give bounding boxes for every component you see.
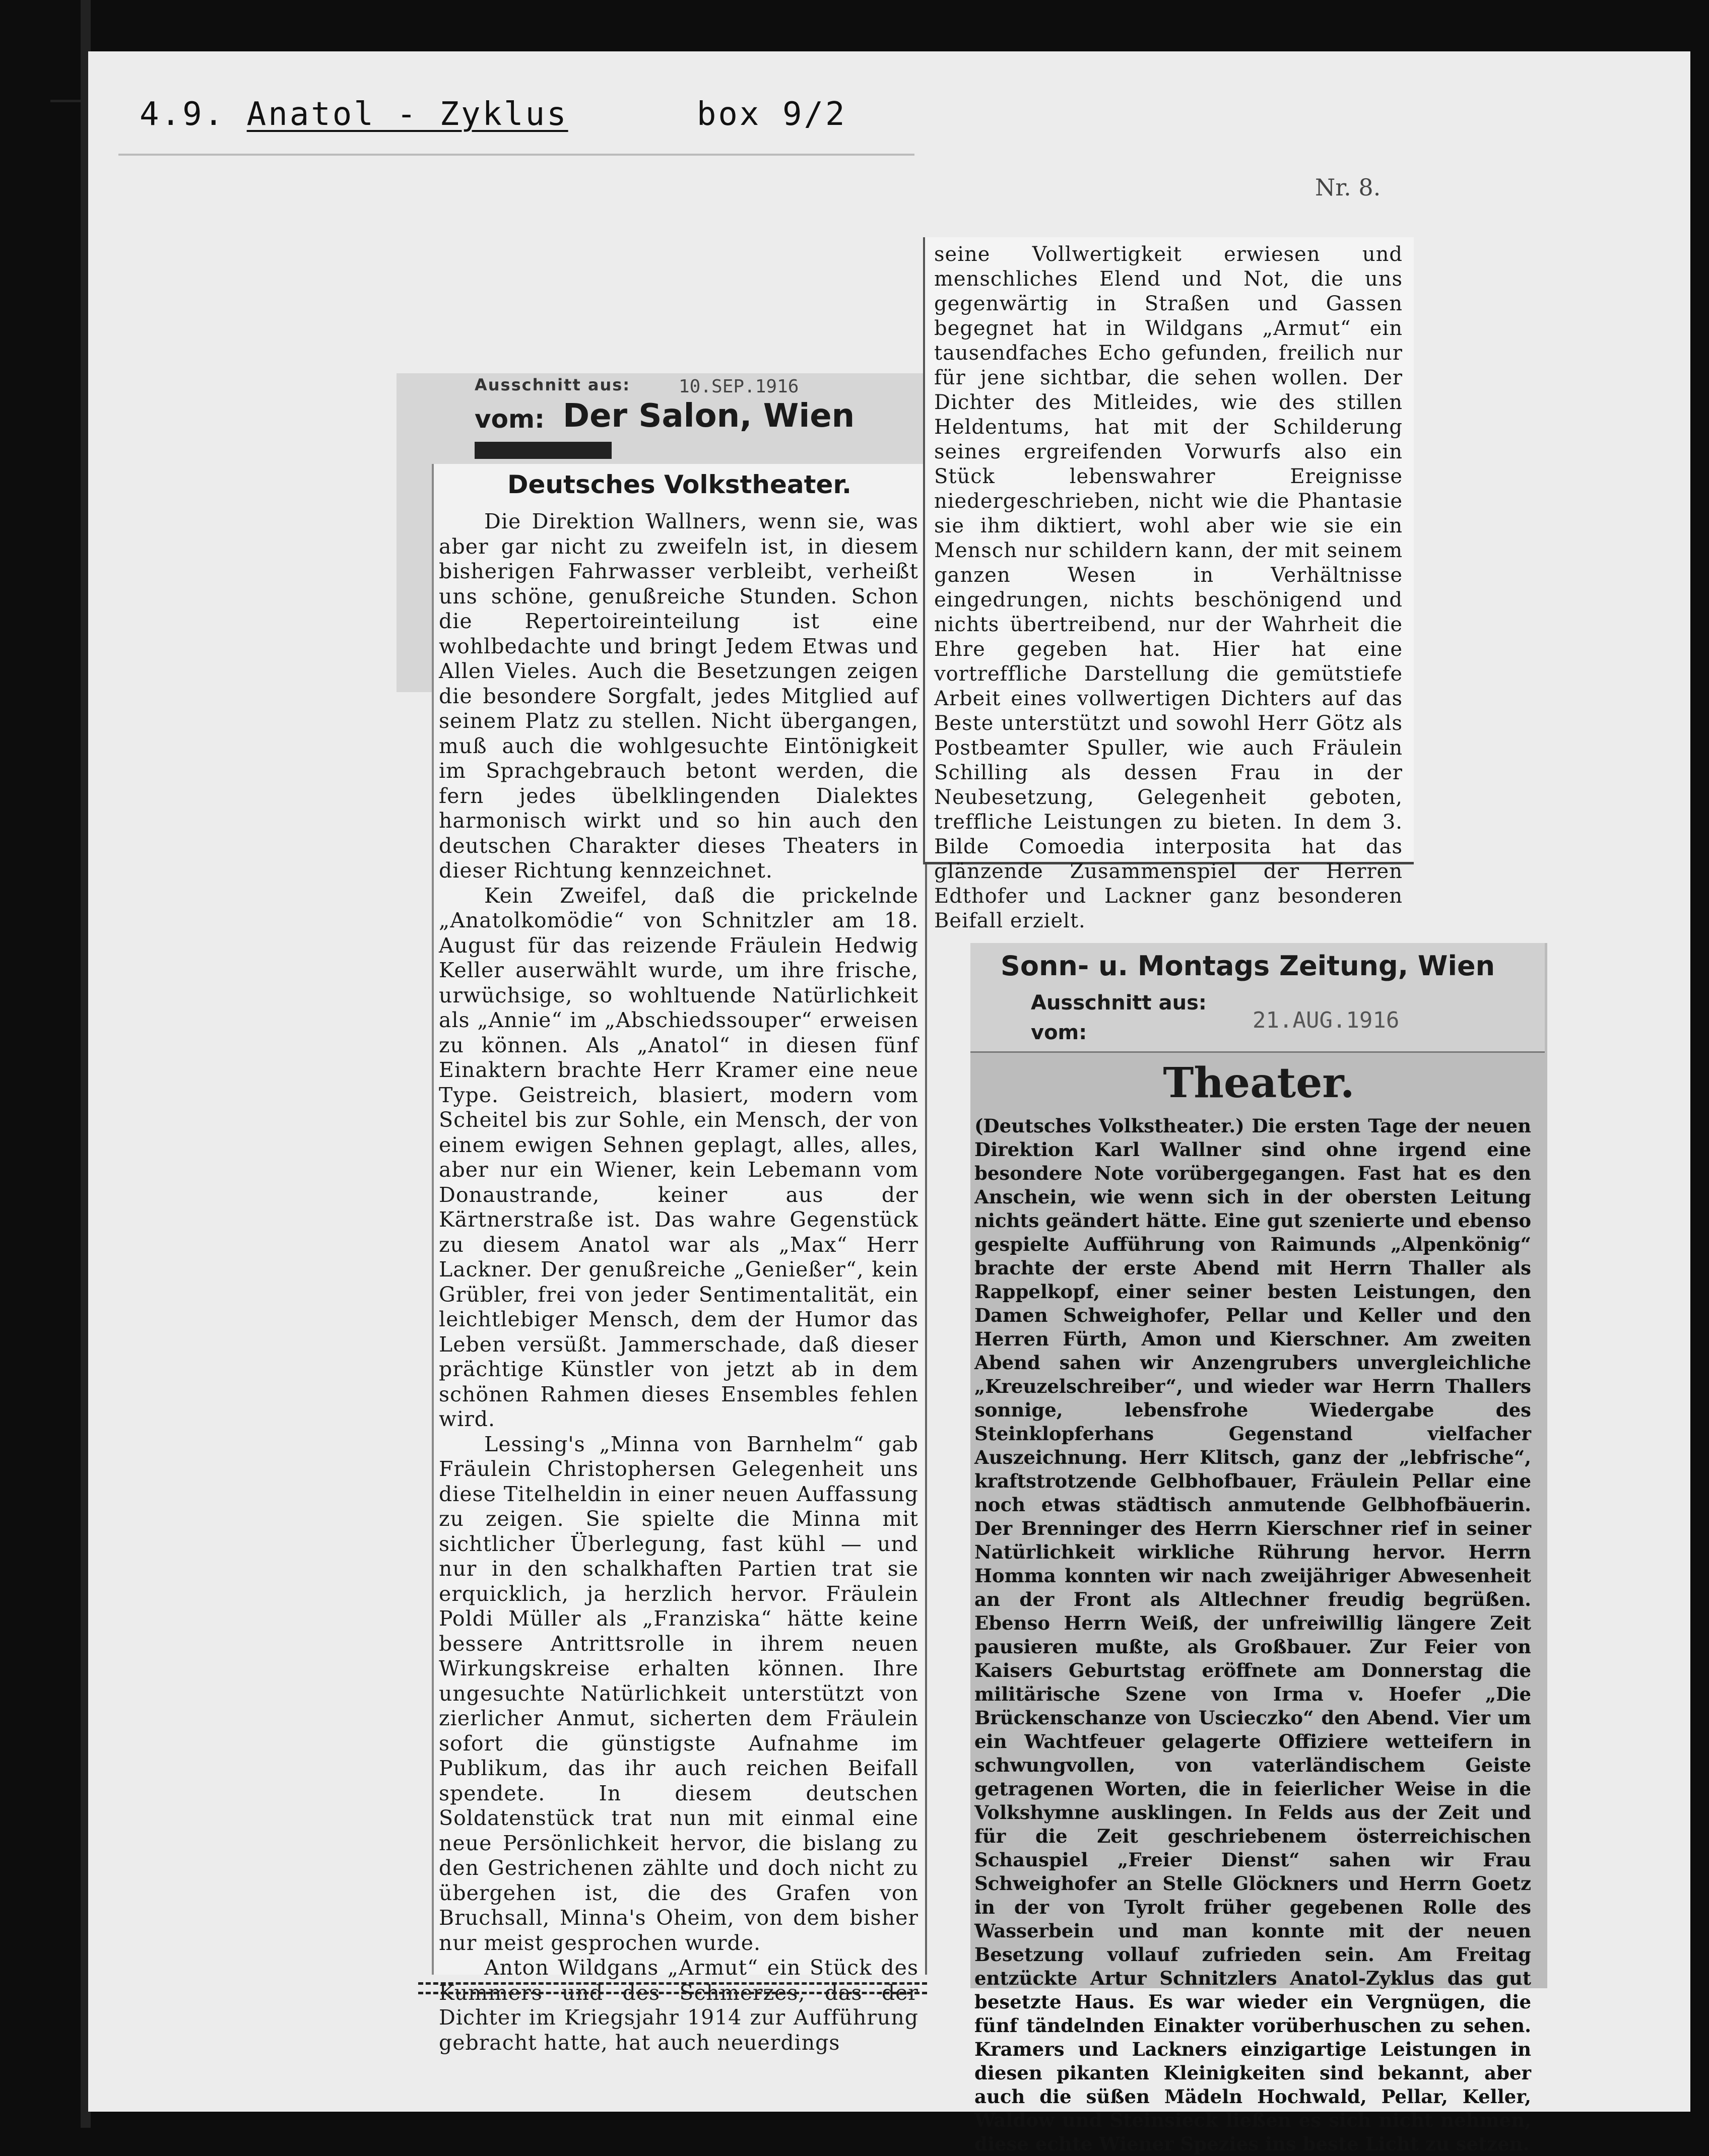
article-title: Theater. <box>1163 1059 1355 1107</box>
salon-article <box>432 464 927 2055</box>
section-number: 4.9. <box>140 96 226 133</box>
redaction-bar <box>475 442 612 459</box>
montag-clipping <box>970 943 1547 2155</box>
header-divider <box>118 154 914 156</box>
continuation-body: seine Vollwertigkeit erwiesen und menschliches Elend und Not, die uns gegenwärtig in Straßen und Gassen begegnet hat in Wildgans „Armut“ ein tausendfaches Echo gefunden, freilich nur für jene sichtbar, die sehen wollen. Der Dichter des Mitleides, wie des stillen Heldentums, hat mit der Schilderung seines ergreifenden Vorwurfs also ein Stück lebenswahrer Ereignisse niedergeschrieben, nicht wie die Phantasie sie ihm diktiert, wohl aber wie sie ein Mensch nur schildern kann, der mit seinem ganzen Wesen in Verhältnisse eingedrungen, nichts beschönigend und nichts übertreibend, nur der Wahrheit die Ehre gegeben hat. Hier hat eine vortreffliche Darstellung die gemütstiefe Arbeit eines vollwertigen Dichters auf das Beste unterstützt und sowohl Herr Götz als Postbeamter Spuller, wie auch Fräulein Schilling als dessen Frau in der Neubesetzung, Gelegenheit geboten, treffliche Leistungen zu bieten. In dem 3. Bilde Comoedia interposita hat das glänzende Zusammenspiel der Herren Edthofer und Lackner ganz besonderen Beifall erzielt. <box>934 243 1403 932</box>
folder-title: Anatol - Zyklus <box>246 96 568 133</box>
page-number: Nr. 8. <box>1315 174 1381 201</box>
newspaper-name: Der Salon, Wien <box>563 397 855 435</box>
article-title: Deutsches Volkstheater. <box>507 470 851 499</box>
paragraph: Lessing's „Minna von Barnhelm“ gab Fräulein Christophersen Gelegenheit uns diese Titelheldin in einer neuen Auffassung zu zeigen. Sie spielte die Minna mit sichtlicher Überlegung, fast kühl — und nur in den schalkhaften Partien trat sie erquicklich, ja herzlich hervor. Fräulein Poldi Müller als „Franziska“ hätte keine bessere Antrittsrolle in ihrem neuen Wirkungskreise erhalten können. Ihre ungesuchte Natürlichkeit unterstützt von zierlicher Anmut, sicherten dem Fräulein sofort die günstigste Aufnahme im Publikum, das ihr auch reichen Beifall spendete. In diesem deutschen Soldatenstück trat nun mit einmal eine neue Persönlichkeit hervor, die bislang zu den Gestrichenen zählte und doch nicht zu übergehen ist, die des Grafen von Bruchsall, Minna's Oheim, von dem bisher nur meist gesprochen wurde. <box>439 1432 918 1955</box>
folder-header <box>140 96 847 133</box>
salon-article-continuation <box>923 237 1414 932</box>
paragraph: Kein Zweifel, daß die prickelnde „Anatolkomödie“ von Schnitzler am 18. August für das reizende Fräulein Hedwig Keller auserwählt wurde, um ihre frische, urwüchsige, so wohltuende Natürlichkeit als „Annie“ im „Abschiedssouper“ erweisen zu können. Als „Anatol“ in diesen fünf Einaktern brachte Herr Kramer eine neue Type. Geistreich, blasiert, modern vom Scheitel bis zur Sohle, ein Mensch, der von einem ewigen Sehnen geplagt, alles, alles, aber nur ein Wiener, kein Lebemann vom Donaustrande, keiner aus der Kärtnerstraße ist. Das wahre Gegenstück zu diesem Anatol war als „Max“ Herr Lackner. Der genußreiche „Genießer“, kein Grübler, frei von jeder Sentimentalität, ein leichtlebiger Mensch, dem der Humor das Leben versüßt. Jammerschade, daß dieser prächtige Künstler von jetzt ab in dem schönen Rahmen dieses Ensembles fehlen wird. <box>439 883 918 1431</box>
vom-label: vom: <box>475 405 545 434</box>
paragraph: Anton Wildgans „Armut“ ein Stück des Kummers und des Schmerzes, das der Dichter im Kriegsjahr 1914 zur Aufführung gebracht hatte, hat auch neuerdings <box>439 1956 918 2055</box>
stamp-label: Ausschnitt aus: <box>1031 991 1207 1015</box>
article-lead: (Deutsches Volkstheater.) <box>974 1115 1244 1137</box>
article-text: Die ersten Tage der neuen Direktion Karl Wallner sind ohne irgend eine besondere Note vorübergegangen. Fast hat es den Anschein, wie wenn sich in der obersten Leitung nichts geändert hätte. Eine gut szenierte und ebenso gespielte Aufführung von Raimunds „Alpenkönig“ brachte der erste Abend mit Herrn Thaller als Rappelkopf, einer seiner besten Leistungen, den Damen Schweighofer, Pellar und Keller und den Herren Fürth, Amon und Kierschner. Am zweiten Abend sahen wir Anzengrubers unvergleichliche „Kreuzelschreiber“, und wieder war Herrn Thallers sonnige, lebensfrohe Wiedergabe des Steinklopferhans Gegenstand vielfacher Auszeichnung. Herr Klitsch, ganz der „lebfrische“, kraftstrotzende Gelbhofbauer, Fräulein Pellar eine noch etwas städtisch anmutende Gelbhofbäuerin. Der Brenninger des Herrn Kierschner rief in seiner Natürlichkeit wirkliche Rührung hervor. Herrn Homma konnten wir nach zweijähriger Abwesenheit an der Front als Altlechner freudig begrüßen. Ebenso Herrn Weiß, der unfreiwillig längere Zeit pausieren mußte, als Großbauer. Zur Feier von Kaisers Geburtstag eröffnete am Donnerstag die militärische Szene von Irma v. Hoefer „Die Brückenschanze von Uscieczko“ den Abend. Vier um ein Wachtfeuer gelagerte Offiziere wetteifern in schwungvollen, von vaterländischem Geiste getragenen Worten, die in feierlicher Weise in die Volkshymne ausklingen. In Felds aus der Zeit und für die Zeit geschriebenem österreichischen Schauspiel „Freier Dienst“ sahen wir Frau Schweighofer an Stelle Glöckners und Herrn Goetz in der von Tyrolt früher gegebenen Rolle des Wasserbein und man konnte mit der neuen Besetzung vollauf zufrieden sein. Am Freitag entzückte Artur Schnitzlers Anatol-Zyklus das gut besetzte Haus. Es war wieder ein Vergnügen, die fünf tändelnden Einakter vorüberhuschen zu sehen. Kramers und Lackners einzigartige Leistungen in diesen pikanten Kleinigkeiten sind bekannt, aber auch die süßen Mädeln Hochwald, Pellar, Keller, Waldow und Steinsieck ließen es sich nicht nehmen, diese echte Wiener Spezies ins beste Licht zu setzen. <box>974 1115 1531 2155</box>
vom-label: vom: <box>1031 1021 1087 1044</box>
article-body <box>439 509 918 2055</box>
article-body <box>974 1114 1531 2156</box>
stamp-label: Ausschnitt aus: <box>475 375 631 394</box>
article-end-rule <box>418 1982 927 1994</box>
box-label: box 9/2 <box>696 96 847 133</box>
newspaper-name: Sonn- u. Montags Zeitung, Wien <box>1001 950 1495 982</box>
paragraph: Die Direktion Wallners, wenn sie, was aber gar nicht zu zweifeln ist, in diesem bisherigen Fahrwasser verbleibt, verheißt uns schöne, genußreiche Stunden. Schon die Repertoireinteilung ist eine wohlbedachte und bringt Jedem Etwas und Allen Vieles. Auch die Besetzungen zeigen die besondere Sorgfalt, jedes Mitglied auf seinem Platz zu stellen. Nicht übergangen, muß auch die wohlgesuchte Eintönigkeit im Sprachgebrauch betont werden, die fern jedes übelklingenden Dialektes harmonisch wirkt und so hin auch den deutschen Charakter dieses Theaters in dieser Richtung kennzeichnet. <box>439 509 918 883</box>
date-stamp: 21.AUG.1916 <box>1253 1007 1400 1033</box>
date-stamp: 10.SEP.1916 <box>679 376 799 397</box>
